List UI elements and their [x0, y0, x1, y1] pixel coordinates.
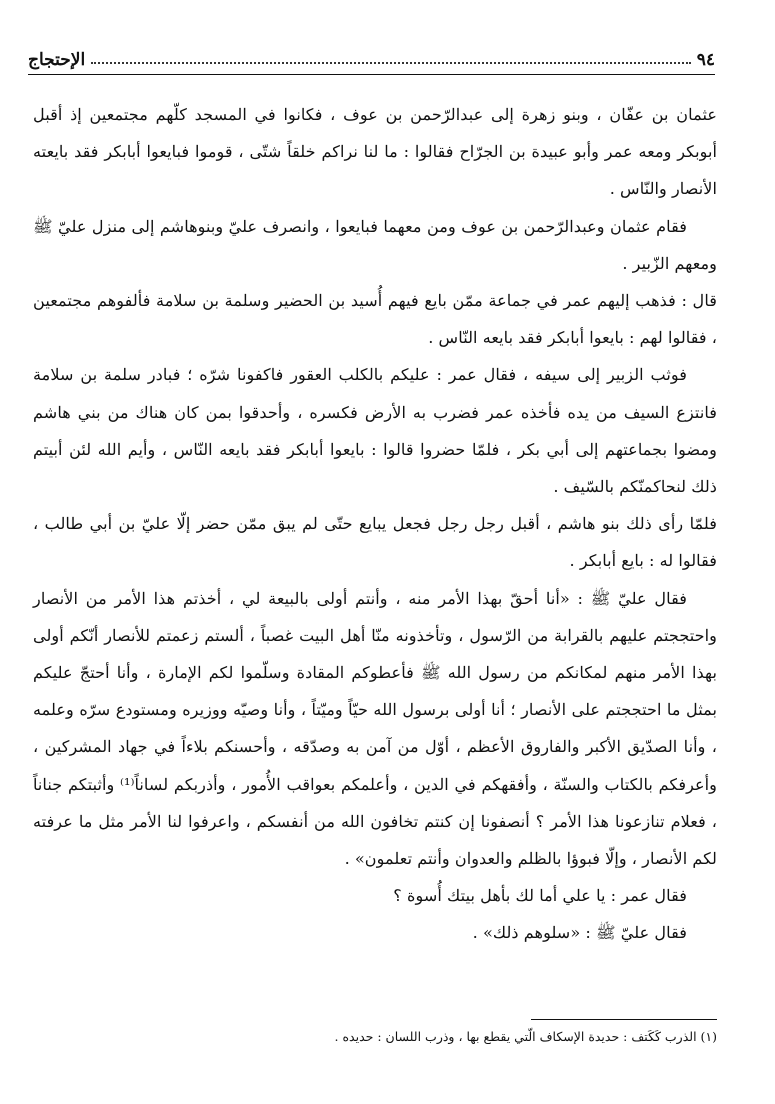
paragraph: فقام عثمان وعبدالرّحمن بن عوف ومن معهما فبايعوا ، وانصرف عليّ وبنوهاشم إلى منزل عليّ ﷺ ومعهم الزّبير .: [33, 216, 717, 273]
paragraph: فقال عليّ ﷺ : «سلوهم ذلك» .: [472, 923, 687, 943]
page-header: [28, 40, 715, 75]
paragraph: قال : فذهب إليهم عمر في جماعة ممّن بايع فيهم أُسيد بن الحضير وسلمة بن سلامة فألفوهم مجتمعين ، فقالوا لهم : بايعوا أبابكر فقد بايعه النّاس .: [33, 291, 717, 348]
paragraph: فوثب الزبير إلى سيفه ، فقال عمر : عليكم بالكلب العقور فاكفونا شرّه ؛ فبادر سلمة بن سلامة فانتزع السيف من يده فأخذه عمر فضرب به الأرض فكسره ، وأحدقوا بمن كان هناك من بني هاشم ومضوا بجماعتهم إلى أبي بكر ، فلمّا حضروا قالوا : بايعوا أبابكر فقد بايعه النّاس ، وأيم الله لئن أبيتم ذلك لنحاكمنّكم بالسّيف .: [33, 365, 717, 497]
footnote-separator: [531, 1019, 717, 1020]
paragraph: عثمان بن عفّان ، وبنو زهرة إلى عبدالرّحمن بن عوف ، فكانوا في المسجد كلّهم مجتمعين إذ أقبل أبوبكر ومعه عمر وأبو عبيدة بن الجرّاح فقالوا : ما لنا نراكم خلقاً شتّى ، قوموا فبايعوا أبابكر فقد بايعته الأنصار والنّاس .: [33, 105, 717, 199]
main-text: [33, 96, 717, 952]
book-title: الإحتجاج: [28, 50, 86, 70]
header-dotted-leader: [91, 62, 691, 64]
paragraph: فلمّا رأى ذلك بنو هاشم ، أقبل رجل رجل فجعل يبايع حتّى لم يبق ممّن حضر إلّا عليّ بن أبي طالب ، فقالوا له : بايع أبابكر .: [33, 514, 717, 571]
paragraph: فقال عليّ ﷺ : «أنا أحقّ بهذا الأمر منه ، وأنتم أولى بالبيعة لي ، أخذتم هذا الأمر من الأنصار واحتججتم عليهم بالقرابة من الرّسول ، وتأخذونه منّا أهل البيت غصباً ، ألستم زعمتم للأنصار أنّكم أولى بهذا الأمر منهم لمكانكم من رسول الله ﷺ فأعطوكم المقادة وسلّموا لكم الإمارة ، وأنا أحتجّ عليكم بمثل ما احتججتم على الأنصار ؛ أنا أولى برسول الله حيّاً وميّتاً ، وأنا وصيّه ووزيره ومستودع سرّه وعلمه ، وأنا الصدّيق الأكبر والفاروق الأعظم ، أوّل من آمن به وصدّقه ، وأحسنكم بلاءاً في جهاد المشركين ، وأعرفكم بالكتاب والسنّة ، وأفقهكم في الدين ، وأعلمكم بعواقب الأُمور ، وأذربكم لساناً⁽¹⁾ وأثبتكم جناناً ، فعلام تنازعونا هذا الأمر ؟ أنصفونا إن كنتم تخافون الله من أنفسكم ، واعرفوا لنا الأمر مثل ما عرفته لكم الأنصار ، وإلّا فبوؤا بالظلم والعدوان وأنتم تعلمون» .: [33, 588, 717, 869]
page-number: ٩٤: [696, 50, 715, 70]
footnote: (١) الذرب كَكَتف : حديدة الإسكاف الّتي يقطع بها ، وذرب اللسان : حديده .: [334, 1029, 717, 1044]
paragraph: فقال عمر : يا علي أما لك بأهل بيتك أُسوة ؟: [393, 886, 687, 906]
